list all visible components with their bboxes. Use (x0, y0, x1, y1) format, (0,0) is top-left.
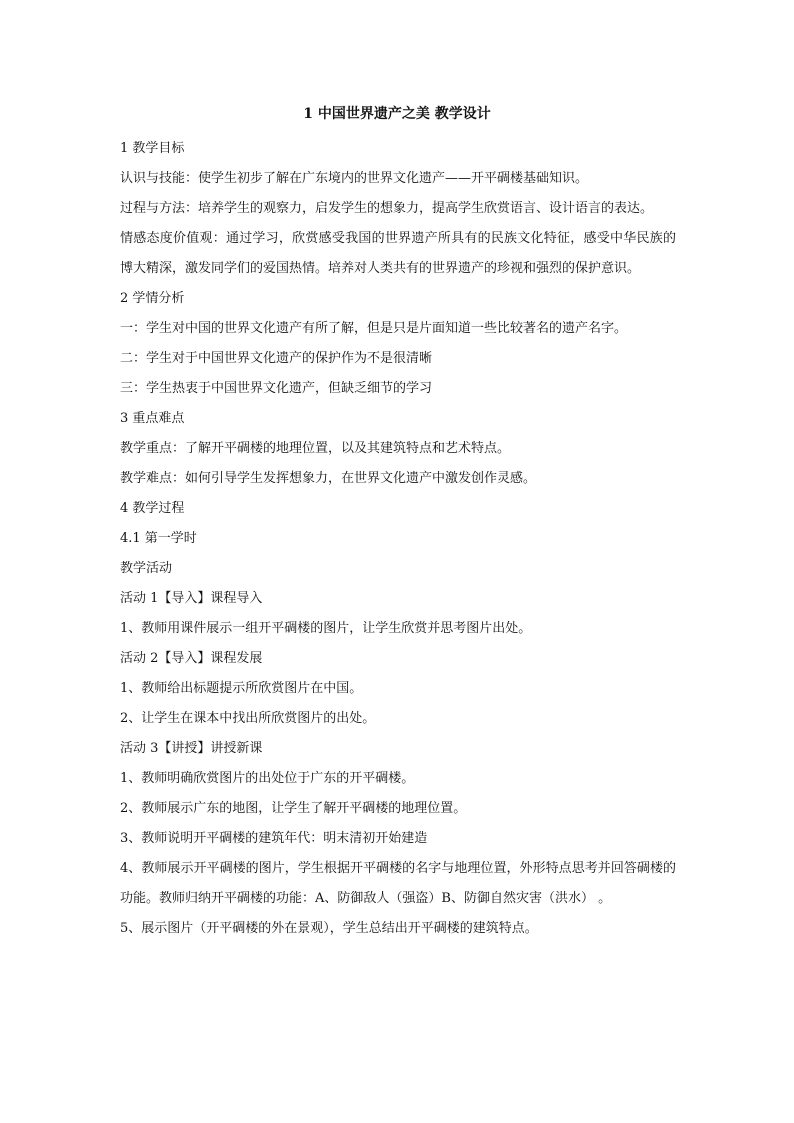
section-heading-process: 4 教学过程 (120, 501, 185, 516)
activity-heading-1: 活动 1【导入】课程导入 (120, 591, 263, 606)
paragraph-key-point: 教学重点：了解开平碉楼的地理位置，以及其建筑特点和艺术特点。 (120, 441, 511, 456)
activity-3-step-4: 4、教师展示开平碉楼的图片，学生根据开平碉楼的名字与地理位置，外形特点思考并回答碉楼的功能。教师归纳开平碉楼的功能：A、防御敌人（强盗）B、防御自然灾害（洪水） 。 (120, 861, 676, 906)
activity-1-step-1: 1、教师用课件展示一组开平碉楼的图片，让学生欣赏并思考图片出处。 (120, 621, 532, 636)
paragraph-analysis-two: 二：学生对于中国世界文化遗产的保护作为不是很清晰 (120, 351, 433, 366)
activity-3-step-2: 2、教师展示广东的地图，让学生了解开平碉楼的地理位置。 (120, 801, 467, 816)
activity-3-step-1: 1、教师明确欣赏图片的出处位于广东的开平碉楼。 (120, 771, 415, 786)
activity-3-step-5: 5、展示图片（开平碉楼的外在景观），学生总结出开平碉楼的建筑特点。 (120, 921, 538, 936)
activity-heading-3: 活动 3【讲授】讲授新课 (120, 741, 263, 756)
document-body (120, 134, 676, 944)
paragraph-process-method: 过程与方法：培养学生的观察力，启发学生的想象力，提高学生欣赏语言、设计语言的表达。 (120, 201, 654, 216)
section-heading-key-points: 3 重点难点 (120, 411, 185, 426)
label-teaching-activities: 教学活动 (120, 561, 173, 576)
activity-2-step-1: 1、教师给出标题提示所欣赏图片在中国。 (120, 681, 363, 696)
activity-2-step-2: 2、让学生在课本中找出所欣赏图片的出处。 (120, 711, 376, 726)
paragraph-analysis-one: 一：学生对中国的世界文化遗产有所了解，但是只是片面知道一些比较著名的遗产名字。 (120, 321, 628, 336)
paragraph-knowledge-skills: 认识与技能：使学生初步了解在广东境内的世界文化遗产——开平碉楼基础知识。 (120, 171, 589, 186)
paragraph-analysis-three: 三：学生热衷于中国世界文化遗产，但缺乏细节的学习 (120, 381, 433, 396)
activity-heading-2: 活动 2【导入】课程发展 (120, 651, 263, 666)
subsection-first-period: 4.1 第一学时 (120, 531, 197, 546)
section-heading-objectives: 1 教学目标 (120, 141, 185, 156)
section-heading-learner-analysis: 2 学情分析 (120, 291, 185, 306)
paragraph-difficult-point: 教学难点：如何引导学生发挥想象力，在世界文化遗产中激发创作灵感。 (120, 471, 537, 486)
document-title: 1 中国世界遗产之美 教学设计 (303, 106, 491, 122)
paragraph-emotion-values: 情感态度价值观：通过学习，欣赏感受我国的世界遗产所具有的民族文化特征，感受中华民族的博大精深，激发同学们的爱国热情。培养对人类共有的世界遗产的珍视和强烈的保护意识。 (120, 231, 676, 276)
activity-3-step-3: 3、教师说明开平碉楼的建筑年代：明末清初开始建造 (120, 831, 428, 846)
